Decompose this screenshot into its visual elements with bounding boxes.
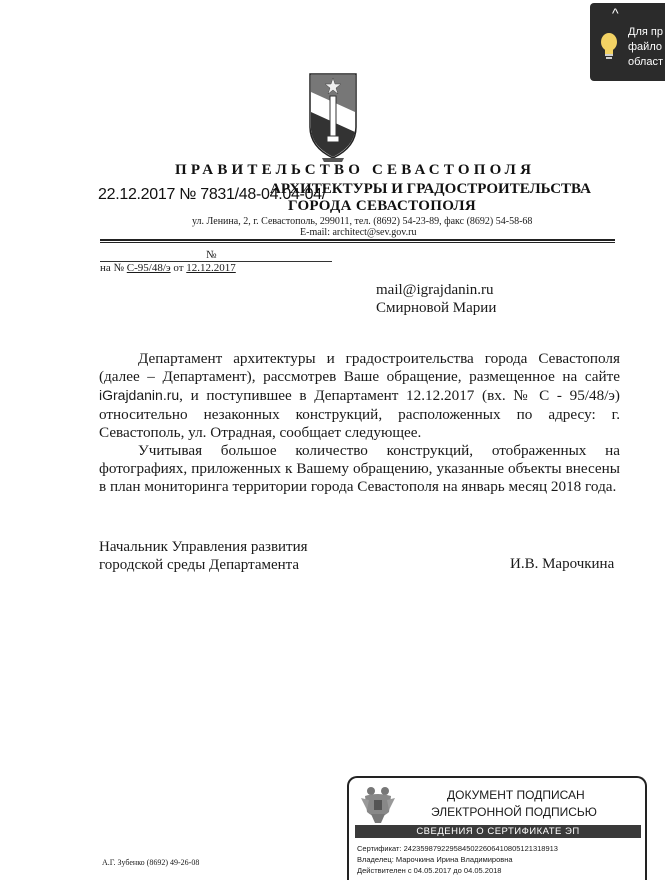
chevron-up-icon[interactable]: ^ [612, 5, 619, 21]
lightbulb-icon [598, 31, 620, 66]
sevastopol-coat-of-arms-icon [308, 72, 358, 162]
header-divider-thin [100, 242, 615, 243]
recipient-email: mail@igrajdanin.ru [376, 282, 494, 298]
tip-tooltip[interactable] [590, 3, 665, 81]
russian-eagle-crest-icon [361, 784, 395, 824]
letter-body [99, 350, 620, 497]
recipient-name: Смирновой Марии [376, 300, 497, 316]
tooltip-text: Для пр файло област [628, 26, 663, 68]
certificate-info-bar: СВЕДЕНИЯ О СЕРТИФИКАТЕ ЭП [355, 825, 641, 838]
body-paragraph-2: Учитывая большое количество конструкций, отображенных на фотографиях, приложенных к Вашему обращению, указанные объекты внесены в план мониторинга территории города Севастополя на январь месяц 2018 года. [99, 442, 620, 496]
recipient-block [376, 281, 496, 317]
government-title: ПРАВИТЕЛЬСТВО СЕВАСТОПОЛЯ [175, 162, 536, 178]
department-title-line1: АРХИТЕКТУРЫ И ГРАДОСТРОИТЕЛЬСТВА [270, 181, 591, 197]
reply-number: С-95/48/э [126, 262, 171, 274]
department-title-line2: ГОРОДА СЕВАСТОПОЛЯ [288, 198, 477, 214]
outgoing-number-label: № [206, 249, 217, 261]
certificate-validity: Действителен с 04.05.2017 до 04.05.2018 [357, 866, 502, 875]
certificate-details [357, 843, 558, 876]
certificate-number: Сертификат: 24235987922958450226064108051213189​13 [357, 844, 558, 853]
esign-title-line1: ДОКУМЕНТ ПОДПИСАН [447, 788, 585, 802]
electronic-signature-stamp [347, 776, 647, 880]
department-address: ул. Ленина, 2, г. Севастополь, 299011, тел. (8692) 54-23-89, факс (8692) 54-58-68 [192, 216, 533, 227]
department-email: E-mail: architect@sev.gov.ru [300, 227, 417, 238]
signer-position: Начальник Управления развития городской среды Департамента [99, 539, 308, 573]
registration-stamp: 22.12.2017 № 7831/48-04.04-04/ [98, 186, 326, 203]
reply-date: 12.12.2017 [186, 262, 236, 274]
executor-contact: А.Г. Зубенко (8692) 49-26-08 [102, 858, 200, 867]
esign-title-line2: ЭЛЕКТРОННОЙ ПОДПИСЬЮ [431, 805, 597, 819]
certificate-owner: Владелец: Марочкина Ирина Владимировна [357, 855, 513, 864]
body-paragraph-1: Департамент архитектуры и градостроительства города Севастополя (далее – Департамент), рассмотрев Ваше обращение, размещенное на сайте iGrajdanin.ru, и поступившее в Департамент 12.12.2017 (вх. № С - 95/48/э) относительно незаконных конструкций, расположенных по адресу: г. Севастополь, ул. Отрадная, сообщает следующее. [99, 350, 620, 441]
reply-reference: на № С-95/48/э от 12.12.2017 [100, 262, 236, 274]
site-name: iGrajdanin.ru [99, 387, 180, 404]
header-divider [100, 239, 615, 241]
signer-name: И.В. Марочкина [510, 556, 615, 572]
